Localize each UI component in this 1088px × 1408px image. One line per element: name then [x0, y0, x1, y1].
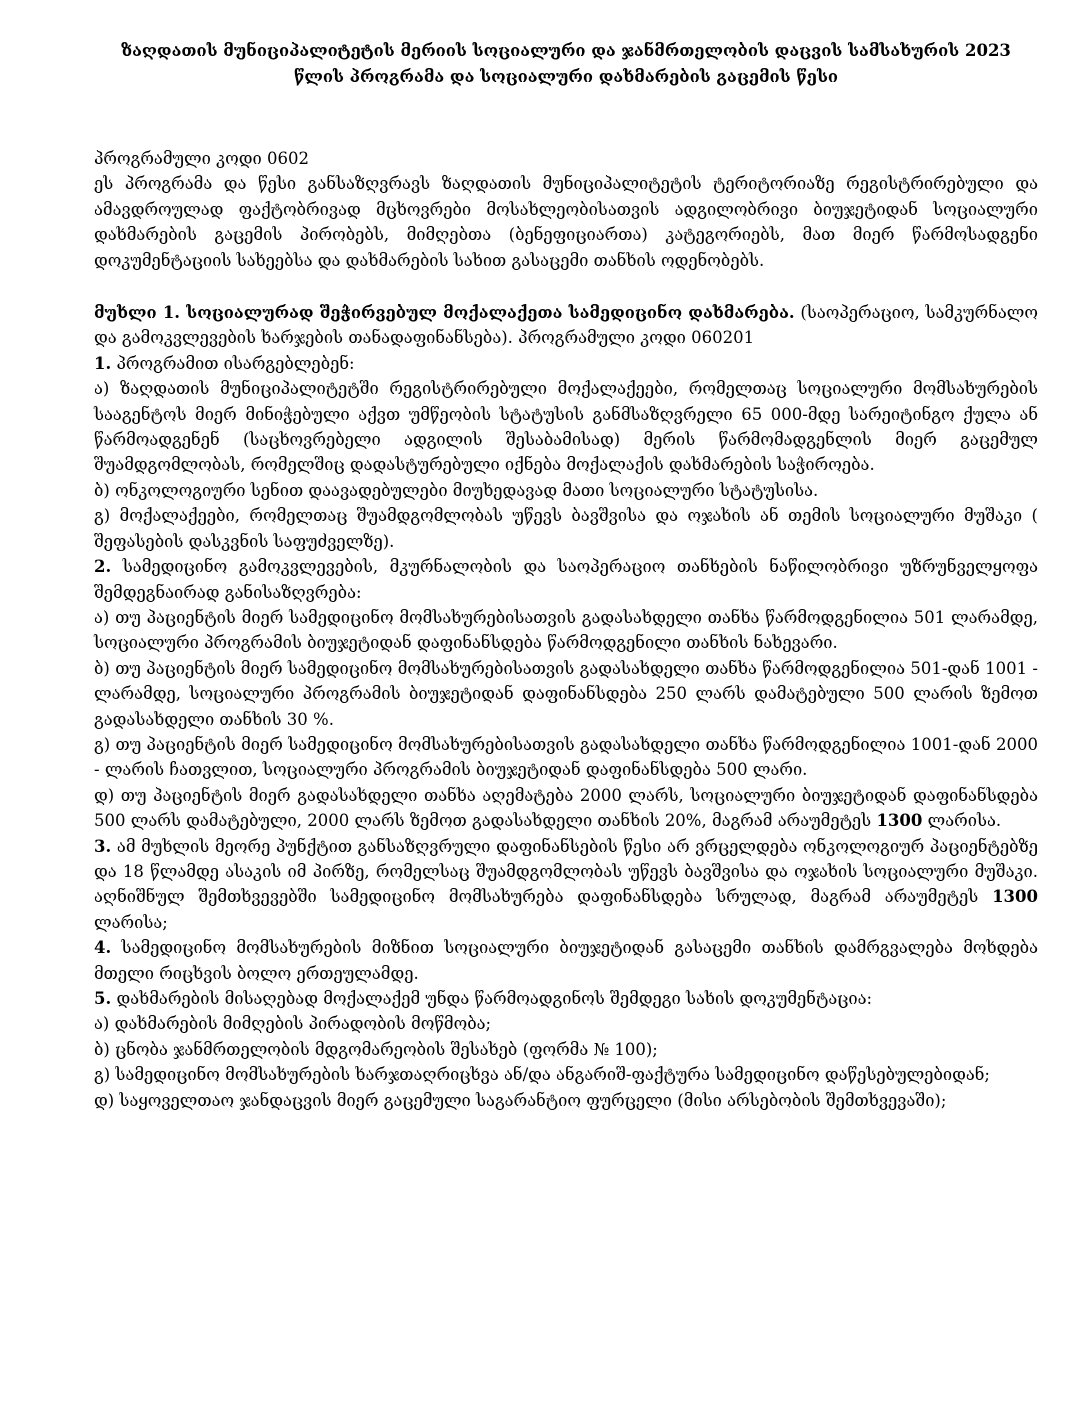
point-2-text: სამედიცინო გამოკვლევების, მკურნალობის და საოპერაციო თანხების ნაწილობრივი უზრუნველყოფა შემდეგნაირად განისაზღვრება:	[94, 557, 1038, 602]
point-5-d: დ) საყოველთაო ჯანდაცვის მიერ გაცემული საგარანტიო ფურცელი (მისი არსებობის შემთხვევაში);	[94, 1090, 947, 1110]
point-2-b: ბ) თუ პაციენტის მიერ სამედიცინო მომსახურებისათვის გადასახდელი თანხა წარმოდგენილია 501-დან 1001 - ლარამდე, სოციალური პროგრამის ბიუჯეტიდან დაფინანსდება 250 ლარს დამატებული 500 ლარის ზემოთ გადასახდელი თანხის 30 %.	[94, 658, 1038, 729]
program-code: პროგრამული კოდი 0602	[94, 149, 309, 168]
point-1-number: 1.	[94, 353, 112, 373]
point-3-number: 3.	[94, 836, 112, 856]
document-title: ზაღდათის მუნიციპალიტეტის მერიის სოციალური და ჯანმრთელობის დაცვის სამსახურის 2023 წლის პროგრამა და სოციალური დახმარების გაცემის წესი	[121, 41, 1011, 86]
point-2	[94, 554, 1038, 605]
point-5-text: დახმარების მისაღებად მოქალაქემ უნდა წარმოადგინოს შემდეგი სახის დოკუმენტაცია:	[111, 989, 873, 1008]
article-1-heading-rest: (საოპერაციო, სამკურნალო და გამოკვლევების ხარჯების თანადაფინანსება). პროგრამული კოდი 060201	[94, 303, 1038, 348]
point-4	[94, 935, 1038, 986]
point-2-d-text: დ) თუ პაციენტის მიერ გადასახდელი თანხა აღემატება 2000 ლარს, სოციალური ბიუჯეტიდან დაფინანსდება 500 ლარს დამატებული, 2000 ლარს ზემოთ გადასახდელი თანხის 20%, მაგრამ არაუმეტეს	[94, 785, 1038, 831]
point-1	[94, 351, 1038, 376]
point-3-amount: 1300	[992, 887, 1038, 907]
intro-paragraph: ეს პროგრამა და წესი განსაზღვრავს ზაღდათის მუნიციპალიტეტის ტერიტორიაზე რეგისტრირებული და ამავდროულად ფაქტობრივად მცხოვრები მოსახლეობისათვის ადგილობრივი ბიუჯეტიდან სოციალური დახმარების გაცემის პირობებს, მიმღებთა (ბენეფიციართა) კატეგორიებს, მათ მიერ წარმოსადგენი დოკუმენტაციის სახეებსა და დახმარების სახით გასაცემი თანხის ოდენობებს.	[94, 174, 1038, 270]
point-5-number: 5.	[94, 989, 112, 1008]
point-2-number: 2.	[94, 557, 112, 577]
point-3	[94, 834, 1038, 936]
point-2-d	[94, 783, 1038, 834]
point-4-text: სამედიცინო მომსახურების მიზნით სოციალური ბიუჯეტიდან გასაცემი თანხის დამრგვალება მოხდება მთელი რიცხვის ბოლო ერთეულამდე.	[94, 938, 1038, 983]
point-4-number: 4.	[94, 938, 112, 958]
point-2-g: გ) თუ პაციენტის მიერ სამედიცინო მომსახურებისათვის გადასახდელი თანხა წარმოდგენილია 1001-დან 2000 - ლარის ჩათვლით, სოციალური პროგრამის ბიუჯეტიდან დაფინანსდება 500 ლარი.	[94, 734, 1038, 780]
point-5-a: ა) დახმარების მიმღების პირადობის მოწმობა;	[94, 1014, 492, 1034]
point-3-text: ამ მუხლის მეორე პუნქტით განსაზღვრული დაფინანსების წესი არ ვრცელდება ონკოლოგიურ პაციენტებზე და 18 წლამდე ასაკის იმ პირზე, რომელსაც შუამდგომლობას უწევს ბავშვისა და ოჯახის სოციალური მუშაკი. აღნიშნულ შემთხვევებში სამედიცინო მომსახურება დაფინანსდება სრულად, მაგრამ არაუმეტეს	[94, 836, 1038, 907]
article-1-heading	[94, 300, 1038, 351]
point-5-g: გ) სამედიცინო მომსახურების ხარჯთაღრიცხვა ან/და ანგარიშ-ფაქტურა სამედიცინო დაწესებულებიდან;	[94, 1065, 990, 1085]
point-1-b: ბ) ონკოლოგიური სენით დაავადებულები მიუხედავად მათი სოციალური სტატუსისა.	[94, 480, 819, 500]
point-2-d-suffix: ლარისა.	[922, 811, 1002, 831]
point-1-text: პროგრამით ისარგებლებენ:	[111, 353, 355, 373]
spacer	[94, 273, 1038, 300]
point-2-d-amount: 1300	[876, 811, 923, 831]
point-2-a: ა) თუ პაციენტის მიერ სამედიცინო მომსახურებისათვის გადასახდელი თანხა წარმოდგენილია 501 ლარამდე, სოციალური პროგრამის ბიუჯეტიდან დაფინანსდება წარმოდგენილი თანხის ნახევარი.	[94, 607, 1038, 653]
point-1-a: ა) ზაღდათის მუნიციპალიტეტში რეგისტრირებული მოქალაქეები, რომელთაც სოციალური მომსახურების სააგენტოს მიერ მინიჭებული აქვთ უმწეობის სტატუსის განმსაზღვრელი 65 000-მდე სარეიტინგო ქულა ან წარმოადგენენ (საცხოვრებელი ადგილის შესაბამისად) მერის წარმომადგენლის მიერ გაცემულ შუამდგომლობას, რომელშიც დადასტურებული იქნება მოქალაქის დახმარების საჭიროება.	[94, 379, 1038, 475]
article-1-heading-bold: მუხლი 1. სოციალურად შეჭირვებულ მოქალაქეთა სამედიცინო დახმარება.	[94, 303, 795, 323]
point-5	[94, 986, 1038, 1011]
point-3-suffix: ლარისა;	[94, 912, 168, 932]
point-5-b: ბ) ცნობა ჯანმრთელობის მდგომარეობის შესახებ (ფორმა № 100);	[94, 1039, 658, 1059]
point-1-g: გ) მოქალაქეები, რომელთაც შუამდგომლობას უწევს ბავშვისა და ოჯახის ან თემის სოციალური მუშაკი ( შეფასების დასკვნის საფუძველზე).	[94, 506, 1038, 551]
